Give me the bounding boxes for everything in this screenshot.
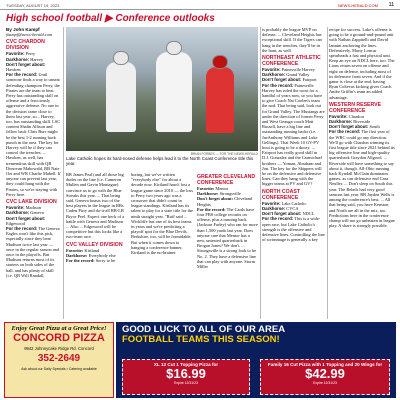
heading-cvc-chardon: CVC CHARDON DIVISION — [6, 39, 45, 52]
pick-favorite: Favorite: Mentor — [197, 186, 229, 191]
heading-gcc: GREATER CLEVELAND CONFERENCE — [197, 174, 256, 186]
paragraph: For the record: The Cards have four FBS college recruits on offense, plus a running back (Jackson Farley) who ran for more than 1,500 yards last year. Does anyone care that Mentor has a new, untested quarterback in Brogan Jones? We don't. ... Strongsville is a strong look to be No. 2. They have a defensive line that can play with anyone. Storm Miller — [197, 206, 258, 270]
column-divider — [327, 27, 328, 319]
pick-dont-forget: Don't forget about: South — [329, 124, 380, 130]
heading-ncc: NORTH COAST CONFERENCE — [262, 188, 301, 201]
page-number: 11 — [388, 2, 394, 8]
heading-cvc-valley: CVC VALLEY DIVISION — [66, 241, 123, 248]
pick-dont-forget: Don't forget about: Cleveland Heights — [197, 196, 253, 207]
ad-tagline: Enjoy Great Pizza at a Great Price! — [11, 325, 107, 332]
heading-nac: NORTHEAST ATHLETIC CONFERENCE — [262, 55, 321, 68]
article-column-6 — [329, 27, 395, 319]
pick-darkhorse: Darkhorse: Grand Valley — [262, 72, 310, 78]
pick-favorite: Favorite: Perry — [6, 51, 36, 57]
heading-cvc-lake: CVC LAKE DIVISION — [6, 199, 57, 206]
pick-favorite: Favorite: Chardon — [329, 113, 364, 119]
concord-pizza-ad[interactable] — [4, 322, 114, 398]
pick-darkhorse: Darkhorse: Geneva — [6, 210, 44, 216]
helmet-icon — [166, 41, 182, 55]
paragraph: For the record: Until someone finds a way to unseat defending champion Perry, the Pirates are the team to beat. Perry has outstanding skill on offense and a ferociously aggressive defense. No one in the division came close to them last year, so... Harvey, too, has outstanding skill. LSC content Shalin Allison and fellow back Chris Burr might be the best 1-2 running back punch in the area. The key for Harvey will be if they can control the trenches. ... Hawken, as well, has tremendous skill with QB Donovan Mahowald, RB Nate Ozi and WR Charlie Mabell. If anyone can prevent last year, they could hang with the Pirates, so we're staying with Perry here. — [6, 72, 61, 197]
photo-credit: BRIAN FORBES — FOR THE NEWS-HERALD — [190, 152, 258, 156]
article-column-3 — [131, 172, 193, 319]
pick-darkhorse: Darkhorse: Strongsville — [197, 191, 241, 197]
helmet-icon — [212, 55, 228, 69]
byline-author: By John Kampf — [6, 27, 40, 32]
pick-favorite: Favorite: Kirtland — [66, 247, 100, 253]
player-figure — [156, 52, 192, 132]
page-header — [0, 0, 400, 10]
page-date: TUESDAY, AUGUST 19, 2023 — [6, 3, 60, 8]
player-figure — [106, 62, 136, 132]
coupon-description: Family 16 Cut Pizza with 1 Topping and 20 Wings for — [267, 362, 383, 367]
paragraph: For the record: The Geneva Eagles won't like this pick, especially since they beat Madison twice last year — once in the regular season and once in the playoffs. But Madison returns most of its starters on both sides of the ball, and has plenty of skill (i.e. QB Will Randall, — [6, 225, 60, 278]
pick-darkhorse: Darkhorse: Harvey — [6, 56, 44, 62]
paragraph: recipe for success. Lake's offense is going to be a ground-and-pound unit with Nathan Zappitelli and David Iannini anchoring the lines. Defensively, Marty Loncar spearheads a fast and physical unit. Keep an eye on NDCL here, too. The Lions return seven on offense and eight on defense, including most of its defensive front seven. And if the game is close at the end, having Ryan Coltevas kicking gives Coach Andre Griffin's team an added advantage. — [329, 27, 395, 100]
player-figure — [206, 67, 234, 133]
site-name[interactable]: NEWS-HERALD.COM — [337, 3, 378, 8]
paragraph: For the record: This is a wide-open race, but Lake Catholic's strength is the offensive and defensive lines. Controlling the line of scrimmage is generally a key — [262, 216, 325, 243]
pick-darkhorse: Darkhorse: CVCA — [262, 205, 299, 211]
pick-favorite: Favorite: Madison — [6, 205, 42, 211]
paragraph: For the record: Sorry to be — [66, 258, 116, 264]
paragraph: For the record: Painesville Harvey has ruled the roost for a handful of years now, so you have to give Coach Nat Coolen's team the nod. That being said, look out for Grand Valley. The Mustangs are under the direction of former Perry and West Geauga coach Matt Russell, have a big line and outstanding running backs (i.e. JaeAnthony Williams and Luke Gellings). That Week 10 GV-PV bout is going to be a doozy. ... Fairport has really good skill in D.J. Gonzalez and the Carmichael brothers — Yoman, Abraham and Jon. The key for the Skippers will be on the defensive and defensive lines. Can they hang with the bigger teams at PV and GV? — [262, 82, 325, 187]
ad-headline: GOOD LUCK TO ALL OF OUR AREA FOOTBALL TEAMS THIS SEASON! — [122, 324, 286, 345]
coupon-description: XL 12 Cut 1 Topping Pizza for — [153, 362, 219, 367]
heading-wrc: WESTERN RESERVE CONFERENCE — [329, 101, 382, 114]
article-column-4 — [197, 172, 258, 319]
ad-note: Ask about our Daily Specials • Catering available — [21, 367, 97, 371]
pick-dont-forget: Don't forget about: Edgewood — [6, 215, 46, 226]
ad-address: 9942 Johnnycake Ridge Rd. Concord — [24, 346, 94, 351]
coupon-expiry: Expire 12/31/23 — [174, 381, 198, 386]
pick-darkhorse: Darkhorse: Riverside — [329, 119, 371, 125]
coupon-expiry: Expire 12/31/23 — [313, 381, 337, 386]
pick-dont-forget: Don't forget about: Fairport — [262, 77, 317, 83]
ad-phone[interactable]: 352-2649 — [37, 353, 81, 364]
paragraph: boring, but we've written "everybody else" for about a decade now. Kirtland hasn't lost a league game since 2010 — the loss to Perry two years ago was a crossover that didn't count in league standings. Kirtland has its talent to play for a state title for the ninth straight year. "Ruff said ... Wickliffe has one of its best teams in years and we're predicting a playoff spot for the Blue Devils. Berkshire, too, will be formidable. But when it comes down to hanging a conference banner, Kirtland is the no-brainer. — [131, 172, 193, 256]
coupon-family-pizza[interactable] — [260, 359, 390, 395]
byline-email[interactable]: jkampf@news-herald.com — [6, 32, 53, 38]
paragraph: RB James Peal) and all those big dudes on the line (i.e. Cameron Mullen and Gavin Montague) convince us to go with the Blue Streaks this year. ... That being said, Geneva boasts two of the best players in the league in RBs Caden Pirry and do-it-all RB-LB Bryce Peel. Expect one heck of a battle with Geneva and Madison ... Also ... Edgewood will be competitive but this looks like a two-team race. — [66, 172, 125, 240]
coupon-price: $42.99 — [305, 366, 345, 382]
ad-business-name: CONCORD PIZZA — [13, 332, 105, 344]
paragraph: For the record: The first year of the WRC could go any direction. We'll go with Chardon winning its first league title since 2021 behind its big offensive line and high-quality quarterback Graydon Allgood. ... Riverside will have something to say about it, though. All-Ohio running back Kyndall McClain dominates games, as can defensive end Casa Neuller. ... Don't sleep on South this year. The Rebels had very good seasons last year. RB Jayden Wells is among the conference's best. ... All that being said, you have Kenston and North are all in the mix, too. Predictions here in the conference champ will not go unbeaten in league play. A share is strongly possible. — [329, 129, 395, 229]
football-photo — [66, 27, 258, 151]
helmet-icon — [113, 51, 129, 65]
column-divider — [63, 27, 64, 319]
article-column-1 — [6, 27, 61, 319]
pick-favorite: Favorite: Lake Catholic — [262, 200, 307, 206]
pick-favorite: Favorite: Painesville Harvey — [262, 67, 315, 73]
coupon-xl-pizza[interactable] — [122, 359, 250, 395]
pick-darkhorse: Darkhorse: Everybody else — [66, 252, 116, 258]
column-divider — [260, 27, 261, 319]
photo-caption: Lake Catholic hopes its hard-nosed defense helps lead it to the North Coast Conference title this year. — [66, 156, 254, 167]
article-column-5 — [262, 27, 325, 319]
coupon-price: $16.99 — [166, 366, 206, 382]
good-luck-ad[interactable] — [116, 322, 396, 398]
pick-dont-forget: Don't forget about: Hawken — [6, 61, 46, 73]
section-headline: High school football ▶ Conference outlooks — [6, 13, 215, 24]
paragraph: is probably the league MVP on defense. ... Cleveland Heights has exceptional skill. If the Tigers can hang in the trenches, they'll be in the hunt, as well. — [262, 27, 322, 53]
article-column-2 — [66, 172, 126, 319]
pick-dont-forget: Don't forget about: NDCL — [262, 211, 315, 217]
